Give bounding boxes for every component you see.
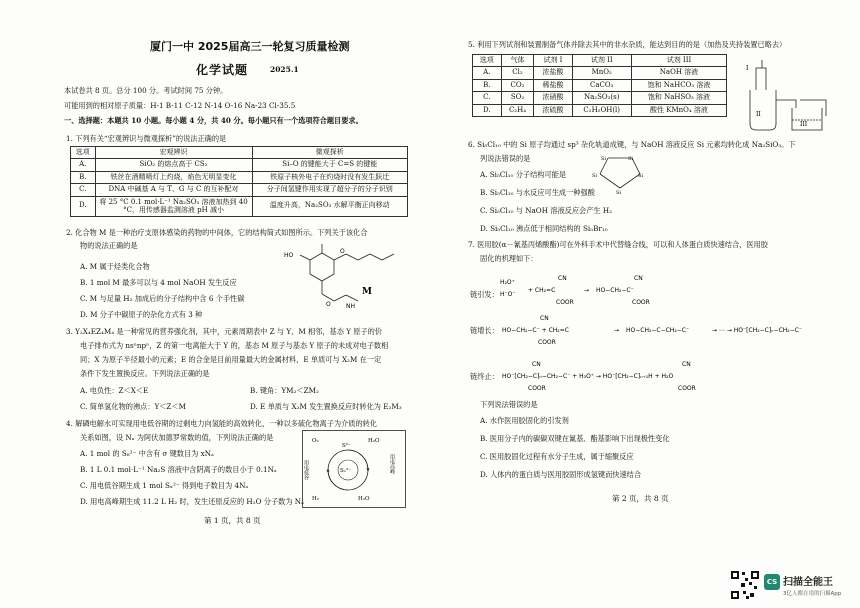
page-2-footer: 第 2 页，共 8 页 bbox=[612, 494, 669, 503]
si5cl10-structure bbox=[590, 150, 650, 196]
q4-option-b: B. 1 L 0.1 mol·L⁻¹ Na₂S 溶液中含阴离子的数目小于 0.1Nₐ bbox=[80, 465, 277, 474]
svg-text:CN: CN bbox=[540, 315, 549, 322]
svg-text:COOR: COOR bbox=[538, 339, 556, 346]
q3-option-b: B. 键角：YM₂＜ZM₂ bbox=[250, 386, 319, 395]
svg-text:COOR: COOR bbox=[678, 385, 696, 392]
table-row: B. CO₂ 稀盐酸 CaCO₃ 饱和 NaHCO₃ 溶液 bbox=[473, 79, 727, 91]
scanner-watermark bbox=[756, 570, 856, 604]
q1-cell: Si–O 的键能大于 C=S 的键能 bbox=[252, 159, 407, 171]
q7-option-b: B. 医用分子内的碳碳双键在氰基、酯基影响下出现极性变化 bbox=[480, 434, 670, 443]
qr-code-icon bbox=[730, 570, 760, 600]
svg-text:用电高峰: 用电高峰 bbox=[389, 454, 395, 474]
svg-text:O: O bbox=[340, 248, 345, 255]
q3-option-c: C. 简单氢化物的沸点：Y＜Z＜M bbox=[80, 402, 186, 411]
q1-cell: 分子间氢键作用实现了超分子的分子识别 bbox=[252, 184, 407, 196]
table-row bbox=[71, 184, 408, 196]
svg-text:COOR: COOR bbox=[632, 299, 650, 306]
compound-m-label: M bbox=[362, 287, 372, 297]
svg-text:S²⁻: S²⁻ bbox=[342, 443, 351, 449]
q7-question: 下列说法错误的是 bbox=[480, 400, 538, 409]
q1-cell: 温度升高，Na₂SO₃ 水解平衡正向移动 bbox=[252, 196, 407, 216]
q5-table bbox=[472, 54, 727, 117]
q6-line-1: 6. Si₅Cl₁₀ 中的 Si 原子均通过 sp³ 杂化轨道成键，与 NaOH 溶液反应 Si 元素均转化成 Na₂SiO₃。下 bbox=[468, 140, 796, 149]
q6-option-c: C. Si₅Cl₁₀ 与 NaOH 溶液反应会产生 H₂ bbox=[480, 206, 613, 215]
svg-text:Si: Si bbox=[638, 173, 644, 179]
q7-step-initiation: 链引发： bbox=[470, 290, 499, 299]
q1-cell: D. bbox=[71, 196, 96, 216]
svg-text:H₂O: H₂O bbox=[368, 438, 380, 444]
q3-line-3: 同；X 为原子半径最小的元素；E 的合金是目前用量最大的金属材料，E 单质可与 X₂M 在一定 bbox=[80, 355, 382, 364]
svg-text:→ ⋯ → HO⁻[CH₂−C]ₙ−CH₂−C⁻: → ⋯ → HO⁻[CH₂−C]ₙ−CH₂−C⁻ bbox=[712, 327, 803, 334]
q4-option-a: A. 1 mol 的 S₈²⁻ 中含有 σ 键数目为 xNₐ bbox=[80, 449, 214, 458]
svg-text:COOR: COOR bbox=[556, 299, 574, 306]
intro-line-2: 可能用到的相对原子质量：H-1 B-11 C-12 N-14 O-16 Na-23 Cl-35.5 bbox=[64, 101, 296, 110]
q2-stem-line1: 2. 化合物 M 是一种治疗支原体感染的药物的中间体，它的结构简式如图所示。下列关于该化合 bbox=[66, 228, 368, 237]
q2-option-c: C. M 与足量 H₂ 加成后的分子结构中含 6 个手性碳 bbox=[80, 294, 245, 303]
q1-cell: C. bbox=[71, 184, 96, 196]
exam-date: 2025.1 bbox=[270, 65, 299, 74]
svg-text:CN: CN bbox=[532, 361, 541, 368]
svg-text:HO−CH₂−C−CH₂−C⁻: HO−CH₂−C−CH₂−C⁻ bbox=[626, 327, 690, 334]
q1-table bbox=[70, 146, 408, 217]
q1-header-micro: 微观探析 bbox=[252, 147, 407, 159]
q3-line-1: 3. Y₂X₄EZ₄M₄ 是一种常见的营养强化剂，其中，元素周期表中 Z 与 Y、M 相邻，基态 Y 原子的价 bbox=[66, 327, 382, 336]
table-row bbox=[71, 159, 408, 171]
q6-option-b: B. Si₅Cl₁₀ 与水反应可生成一种强酸 bbox=[480, 188, 595, 197]
q2-option-b: B. 1 mol M 最多可以与 4 mol NaOH 发生反应 bbox=[80, 278, 237, 287]
svg-text:→: → bbox=[614, 327, 620, 334]
school-title: 厦门一中 2025届高三一轮复习质量检测 bbox=[150, 40, 350, 53]
q1-cell: A. bbox=[71, 159, 96, 171]
q1-cell: 铁原子核外电子在灼烧时没有发生跃迁 bbox=[252, 171, 407, 183]
svg-text:NH: NH bbox=[346, 303, 355, 310]
table-row: C. SO₂ 浓硝酸 Na₂SO₃(s) 饱和 NaHSO₃ 溶液 bbox=[473, 92, 727, 104]
q5-header: 试剂 III bbox=[631, 55, 726, 67]
q4-line-1: 4. 解磷电解水可实现用电低谷期的过剩电力向氢能的高效转化，一种以多硫化物离子为介质的转化 bbox=[66, 419, 378, 428]
svg-text:III: III bbox=[800, 121, 808, 128]
q5-header: 试剂 I bbox=[534, 55, 572, 67]
q7-option-c: C. 医用胶固化过程有水分子生成，属于缩聚反应 bbox=[480, 452, 634, 461]
q7-option-d: D. 人体内的蛋白质与医用胶固形成氢键而快速结合 bbox=[480, 470, 642, 479]
svg-text:Sₓ²⁻: Sₓ²⁻ bbox=[340, 468, 352, 474]
intro-line-1: 本试卷共 8 页。总分 100 分。考试时间 75 分钟。 bbox=[64, 86, 228, 95]
q7-step-termination: 链终止： bbox=[470, 372, 499, 381]
q5-stem: 5. 利用下列试剂和装置制备气体并除去其中的非水杂质，能达到目的的是（加热及夹持装置已略去） bbox=[468, 40, 787, 49]
svg-text:H₂O⁺: H₂O⁺ bbox=[500, 279, 515, 286]
q5-header: 试剂 II bbox=[572, 55, 631, 67]
scanner-logo-icon: CS bbox=[764, 574, 780, 590]
q1-cell: DNA 中碱基 A 与 T、G 与 C 的互补配对 bbox=[95, 184, 252, 196]
table-row bbox=[71, 171, 408, 183]
subject-title: 化学试题 bbox=[196, 63, 249, 77]
page-2 bbox=[440, 0, 860, 608]
scanner-tagline: 3亿人都在用的扫描App bbox=[783, 591, 842, 597]
svg-text:H₂: H₂ bbox=[312, 496, 320, 502]
page-1-footer: 第 1 页，共 8 页 bbox=[204, 516, 261, 525]
svg-text:Si: Si bbox=[616, 190, 622, 196]
table-row bbox=[71, 196, 408, 216]
q1-header-option: 选项 bbox=[71, 147, 96, 159]
q7-line-1: 7. 医用胶(α－氰基丙烯酸酯)可在外科手术中代替缝合线，可以和人体蛋白质快速结合，医用胶 bbox=[468, 240, 768, 249]
svg-text:H⁻O⁻: H⁻O⁻ bbox=[500, 291, 516, 298]
q4-option-d: D. 用电高峰期生成 11.2 L H₂ 时，发生还原反应的 H₂O 分子数为 Nₐ bbox=[80, 497, 304, 506]
q1-cell: SiO₂ 的熔点高于 CS₂ bbox=[95, 159, 252, 171]
svg-text:O₂: O₂ bbox=[312, 438, 319, 444]
q6-option-a: A. Si₅Cl₁₀ 分子结构可能是 bbox=[480, 170, 567, 179]
svg-text:HO−CH₂−C⁻ + CH₂=C: HO−CH₂−C⁻ + CH₂=C bbox=[502, 327, 569, 334]
q7-step-propagation: 链增长： bbox=[470, 326, 499, 335]
q6-option-d: D. Si₅Cl₁₀ 沸点低于相同结构的 Si₅Br₁₀ bbox=[480, 224, 608, 233]
q3-line-2: 电子排布式为 nsⁿnpⁿ，Z 的第一电离能大于 Y 的，基态 M 原子与基态 Y 原子的未成对电子数相 bbox=[80, 341, 389, 350]
svg-text:HO−CH₂−C⁻: HO−CH₂−C⁻ bbox=[596, 287, 634, 294]
q2-option-d: D. M 分子中碳原子的杂化方式有 3 种 bbox=[80, 310, 203, 319]
initiation-mechanism bbox=[500, 270, 750, 310]
section-heading: 一、选择题：本题共 10 小题。每小题 4 分，共 40 分。每小题只有一个选项符合题目要求。 bbox=[64, 116, 363, 125]
table-row: A. Cl₂ 浓盐酸 MnO₂ NaOH 溶液 bbox=[473, 67, 727, 79]
svg-text:CN: CN bbox=[682, 361, 691, 368]
compound-m-structure bbox=[280, 244, 410, 324]
svg-text:O: O bbox=[326, 301, 331, 308]
q7-line-2: 固化的机理如下： bbox=[480, 254, 538, 263]
q6-line-2: 列说法错误的是 bbox=[480, 154, 531, 163]
svg-text:COOR: COOR bbox=[528, 385, 546, 392]
svg-text:Si: Si bbox=[628, 156, 634, 162]
svg-text:I: I bbox=[746, 65, 749, 72]
gas-apparatus-diagram bbox=[736, 50, 848, 134]
q3-option-a: A. 电负性：Z＜X＜E bbox=[80, 386, 149, 395]
propagation-mechanism bbox=[502, 310, 832, 350]
q2-option-a: A. M 属于烃类化合物 bbox=[80, 262, 150, 271]
q4-line-2: 关系如图，设 Nₐ 为阿伏加德罗常数的值，下列说法正确的是 bbox=[80, 433, 274, 442]
svg-text:+ CH₂=C: + CH₂=C bbox=[528, 287, 556, 294]
svg-text:→: → bbox=[584, 287, 590, 294]
svg-text:用电低谷: 用电低谷 bbox=[303, 460, 309, 480]
polysulfide-cycle-diagram bbox=[302, 430, 406, 508]
q2-stem-line2: 物的说法正确的是 bbox=[80, 241, 138, 250]
svg-text:HO: HO bbox=[284, 252, 294, 259]
svg-text:HO⁻[CH₂−C]ₙ−CH₂−C⁻ + H₃O⁺ → HO: HO⁻[CH₂−C]ₙ−CH₂−C⁻ + H₃O⁺ → HO⁻[CH₂−C]ₙ₊₁H + H₂O bbox=[502, 373, 674, 380]
q1-header-macro: 宏观辨识 bbox=[95, 147, 252, 159]
svg-text:H₂O: H₂O bbox=[358, 496, 370, 502]
q1-cell: 铁丝在酒精喷灯上灼烧，焰色无明显变化 bbox=[95, 171, 252, 183]
svg-text:Si: Si bbox=[592, 173, 598, 179]
termination-mechanism bbox=[502, 356, 802, 396]
q4-option-c: C. 用电低谷期生成 1 mol Sₓ²⁻ 得到电子数目为 4Nₐ bbox=[80, 481, 249, 490]
q5-header: 选项 bbox=[473, 55, 502, 67]
q1-cell: 将 25 °C 0.1 mol·L⁻¹ Na₂SO₃ 溶液加热到 40 °C，用传感器监测溶液 pH 减小 bbox=[95, 196, 252, 216]
q1-cell: B. bbox=[71, 171, 96, 183]
svg-text:CN: CN bbox=[634, 275, 643, 282]
q3-option-d: D. E 单质与 X₂M 发生置换反应时转化为 E₂M₃ bbox=[250, 402, 402, 411]
q1-stem: 1. 下列有关“宏观辨识与微观探析”的说法正确的是 bbox=[66, 134, 227, 143]
q5-header: 气体 bbox=[501, 55, 534, 67]
scanner-app-name: 扫描全能王 bbox=[783, 577, 833, 588]
q7-option-a: A. 水作医用胶固化的引发剂 bbox=[480, 416, 569, 425]
table-row: D. C₂H₄ 浓硫酸 C₂H₅OH(l) 酸性 KMnO₄ 溶液 bbox=[473, 104, 727, 116]
svg-text:II: II bbox=[756, 111, 761, 118]
svg-text:Si: Si bbox=[601, 156, 607, 162]
svg-text:CN: CN bbox=[558, 275, 567, 282]
q3-line-4: 条件下发生置换反应。下列说法正确的是 bbox=[80, 369, 210, 378]
